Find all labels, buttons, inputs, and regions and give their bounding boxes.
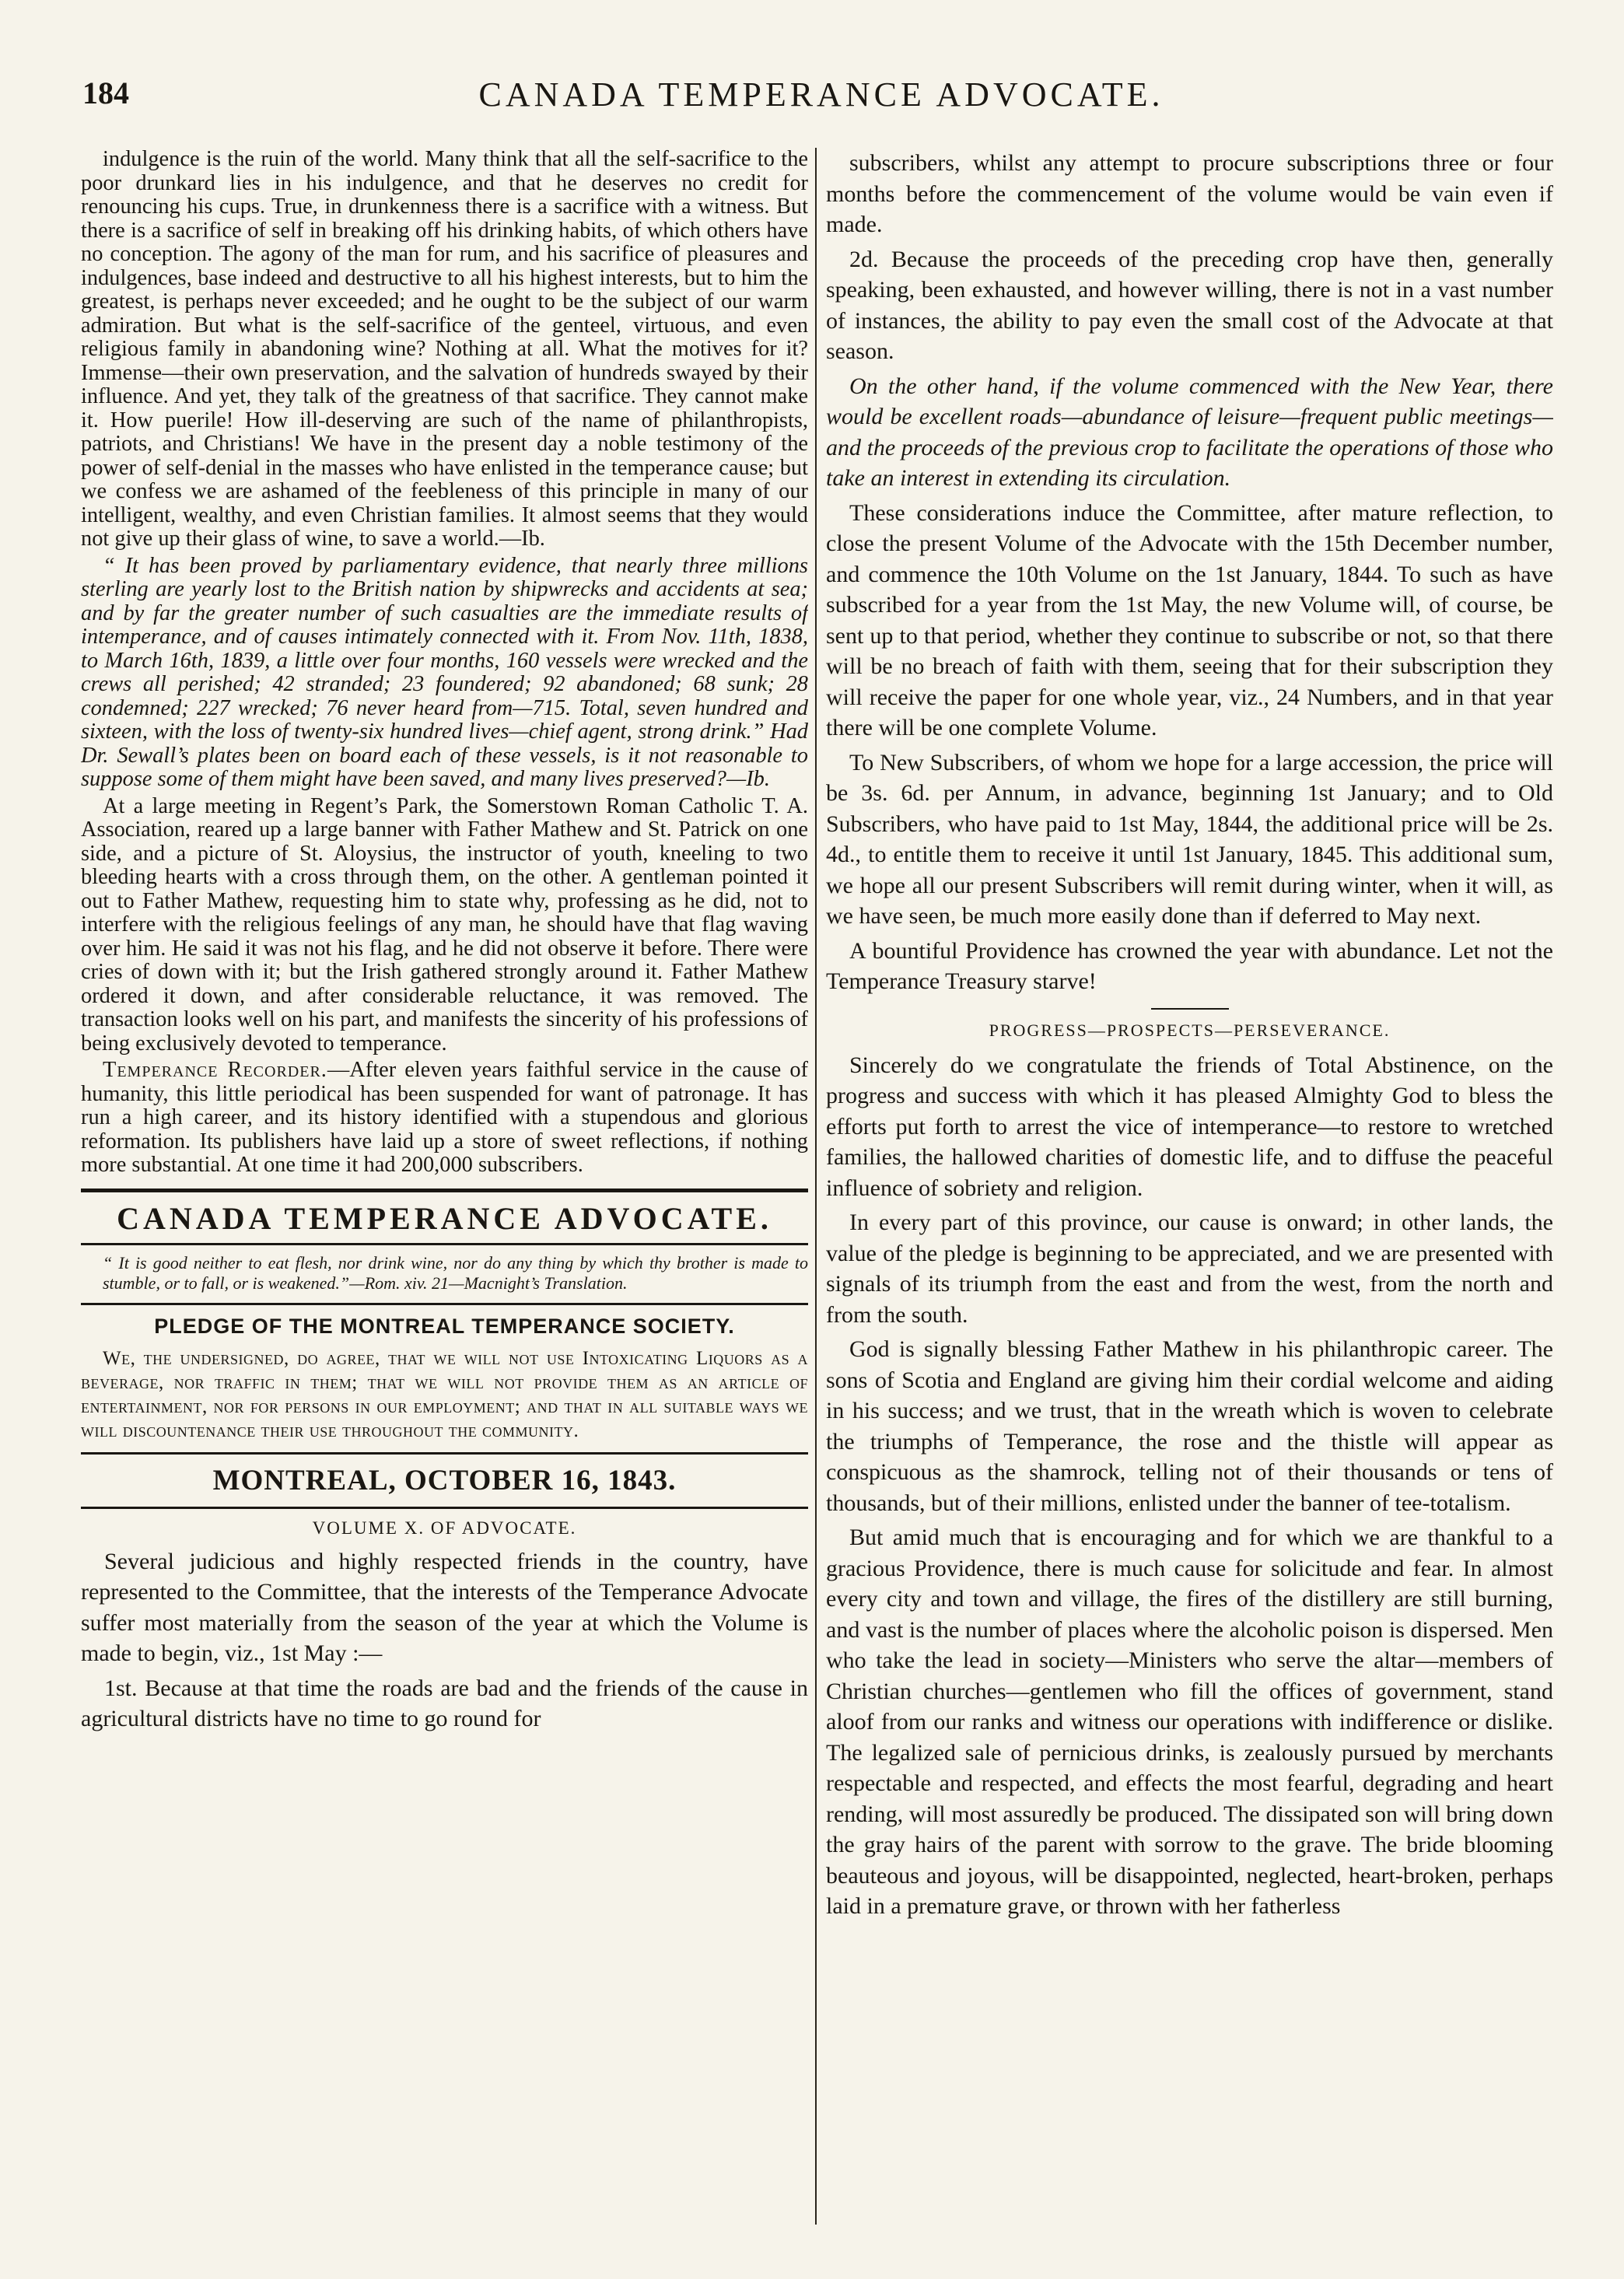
- volume-heading: VOLUME X. OF ADVOCATE.: [312, 1518, 577, 1538]
- page-header: [82, 75, 1560, 124]
- article-paragraph: Sincerely do we congratulate the friends of Total Abstinence, on the progress and success with which it has pleased Almighty God to bless the efforts put forth to arrest the vice of intemperance—to restore to wretched families, the hallowed charities of domestic life, and to diffuse the peaceful influence of sobriety and religion.: [826, 1052, 1553, 1201]
- article-paragraph: On the other hand, if the volume commenced with the New Year, there would be excellent roads—abundance of leisure—frequent public meetings—and the proceeds of the previous crop to facilitate the operations of those who take an interest in extending its circulation.: [826, 373, 1553, 491]
- left-small-type-section: [81, 148, 808, 1178]
- article-paragraph: [81, 1059, 808, 1178]
- dateline: MONTREAL, OCTOBER 16, 1843.: [212, 1464, 677, 1497]
- article-paragraph: But amid much that is encouraging and for which we are thankful to a gracious Providence, there is much cause for solicitude and fear. In almost every city and town and village, the fires of the distillery are still burning, and vast is the number of places where the alcoholic poison is dispersed. Men who take the lead in society—Ministers who serve the altar—members of Christian churches—gentlemen who fill the offices of government, stand aloof from our ranks and witness our operations with indifference or dislike. The legalized sale of pernicious drinks, is zealously pursued by merchants respectable and respected, and effects the most fearful, degrading and heart rending, will most assuredly be produced. The dissipated son will bring down the gray hairs of the parent with sorrow to the grave. The bride blooming beauteous and joyous, will be disappointed, neglected, heart-broken, perhaps laid in a premature grave, or thrown with her fatherless: [826, 1525, 1553, 1919]
- running-title: CANADA TEMPERANCE ADVOCATE.: [478, 75, 1164, 114]
- article-paragraph: In every part of this province, our cause is onward; in other lands, the value of the pledge is beginning to be appreciated, and we are presented with signals of its triumph from the east and from the west, from the north and from the south.: [826, 1210, 1553, 1328]
- article-paragraph: 2d. Because the proceeds of the preceding crop have then, generally speaking, been exhausted, and however willing, there is not in a vast number of instances, the ability to pay even the small cost of the Advocate at that season.: [826, 246, 1553, 364]
- article-paragraph: A bountiful Providence has crowned the year with abundance. Let not the Temperance Treasury starve!: [826, 937, 1553, 994]
- motto: “ It is good neither to eat flesh, nor drink wine, nor do any thing by which thy brother is made to stumble, or to fall, or is weakened.”—Rom. xiv. 21—Macnight’s Translation.: [103, 1252, 808, 1293]
- pledge-title: PLEDGE OF THE MONTREAL TEMPERANCE SOCIETY.: [154, 1314, 735, 1338]
- progress-heading: PROGRESS—PROSPECTS—PERSEVERANCE.: [989, 1020, 1391, 1040]
- pledge-text: We, the undersigned, do agree, that we will not use Intoxicating Liquors as a beverage, nor traffic in them; that we will not provide them as an article of entertainment, nor for persons in our employment; and that in all suitable ways we will discountenance their use throughout the community.: [81, 1347, 808, 1441]
- article-paragraph: 1st. Because at that time the roads are bad and the friends of the cause in agricultural districts have no time to go round for: [81, 1675, 808, 1731]
- article-paragraph: At a large meeting in Regent’s Park, the Somerstown Roman Catholic T. A. Association, reared up a large banner with Father Mathew and St. Patrick on one side, and a picture of St. Aloysius, the instructor of youth, kneeling to two bleeding hearts with a cross through them, on the other. A gentleman pointed it out to Father Mathew, requesting him to state why, professing as he did, not to interfere with the religious feelings of any man, he should have that flag waving over him. He said it was not his flag, and he did not observe it before. There were cries of down with it; but the Irish gathered strongly around it. Father Mathew ordered it down, and after considerable reluctance, it was removed. The transaction looks well on his part, and manifests the sincerity of his professions of being exclusively devoted to temperance.: [81, 793, 808, 1055]
- article-paragraph: indulgence is the ruin of the world. Many think that all the self-sacrifice to the poor drunkard lies in his indulgence, and that he deserves no credit for renouncing his cups. True, in drunkenness there is a sacrifice with a witness. But there is a sacrifice of self in breaking off his drinking habits, of which others have no conception. The agony of the man for rum, and his sacrifice of pleasures and indulgences, base indeed and destructive to all his highest interests, but to him the greatest, is perhaps never exceeded; and he ought to be the subject of our warm admiration. But what is the self-sacrifice of the genteel, virtuous, and even religious family in abandoning wine? Nothing at all. What the motives for it? Immense—their own preservation, and the salvation of hundreds swayed by their influence. And yet, they talk of the greatness of that sacrifice. They cannot make it. How puerile! How ill-deserving are such of the name of philanthropists, patriots, and Christians! We have in the present day a noble testimony of the power of self-denial in the masses who have enlisted in the temperance cause; but we confess we are ashamed of the feebleness of this principle in many of our intelligent, wealthy, and even Christian families. It almost seems that they would not give up their glass of wine, to save a world.—Ib.: [81, 148, 808, 551]
- article-paragraph: subscribers, whilst any attempt to procure subscriptions three or four months before the commencement of the volume would be vain even if made.: [826, 150, 1553, 237]
- masthead: CANADA TEMPERANCE ADVOCATE.: [81, 1189, 808, 1245]
- divider: [81, 1452, 808, 1455]
- short-divider: [1151, 1008, 1229, 1010]
- left-large-type-section: [81, 1546, 808, 1735]
- right-column: [826, 148, 1553, 2225]
- divider: [81, 1507, 808, 1509]
- left-column: [81, 148, 808, 2225]
- article-paragraph: Several judicious and highly respected friends in the country, have represented to the Committee, that the interests of the Temperance Advocate suffer most materially from the season of the year at which the Volume is made to begin, viz., 1st May :—: [81, 1548, 808, 1666]
- article-paragraph: These considerations induce the Committee, after mature reflection, to close the present Volume of the Advocate with the 15th December number, and commence the 10th Volume on the 1st January, 1844. To such as have subscribed for a year from the 1st May, the new Volume will, of course, be sent up to that period, whether they continue to subscribe or not, so that there will be no breach of faith with them, seeing that for their subscription they will receive the paper for one whole year, viz., 24 Numbers, and in that year there will be one complete Volume.: [826, 499, 1553, 740]
- divider: [81, 1303, 808, 1305]
- article-paragraph: “ It has been proved by parliamentary evidence, that nearly three millions sterling are yearly lost to the British nation by shipwrecks and accidents at sea; and by far the greater number of such casualties are the immediate results of intemperance, and of causes intimately connected with it. From Nov. 11th, 1838, to March 16th, 1839, a little over four months, 160 vessels were wrecked and the crews all perished; 42 stranded; 23 foundered; 92 abandoned; 68 sunk; 28 condemned; 227 wrecked; 76 never heard from—715. Total, seven hundred and sixteen, with the loss of twenty-six hundred lives—chief agent, strong drink.” Had Dr. Sewall’s plates been on board each of these vessels, is it not reasonable to suppose some of them might have been saved, and many lives preserved?—Ib.: [81, 553, 808, 791]
- article-paragraph: To New Subscribers, of whom we hope for a large accession, the price will be 3s. 6d. per Annum, in advance, beginning 1st January; and to Old Subscribers, who have paid to 1st May, 1844, the additional price will be 2s. 4d., to entitle them to receive it until 1st January, 1845. This additional sum, we hope all our present Subscribers will remit during winter, when it will, as we have seen, be much more easily done than if deferred to May next.: [826, 749, 1553, 929]
- recorder-text: —After eleven years faithful service in the cause of humanity, this little periodical has been suspended for want of patronage. It has run a high career, and its history identified with a stupendous and glorious reformation. Its publishers have laid up a store of sweet reflections, if nothing more substantial. At one time it had 200,000 subscribers.: [81, 1058, 808, 1177]
- article-paragraph: God is signally blessing Father Mathew in his philanthropic career. The sons of Scotia and England are giving him their cordial welcome and aiding in his success; and we trust, that in the wreath which is woven to celebrate the triumphs of Temperance, the rose and the thistle will appear as conspicuous as the shamrock, telling not of their thousands or tens of thousands, but of their millions, enlisted under the banner of tee-totalism.: [826, 1336, 1553, 1516]
- column-rule: [815, 148, 817, 2225]
- page-number: 184: [82, 75, 129, 110]
- recorder-title: Temperance Recorder.: [103, 1058, 327, 1082]
